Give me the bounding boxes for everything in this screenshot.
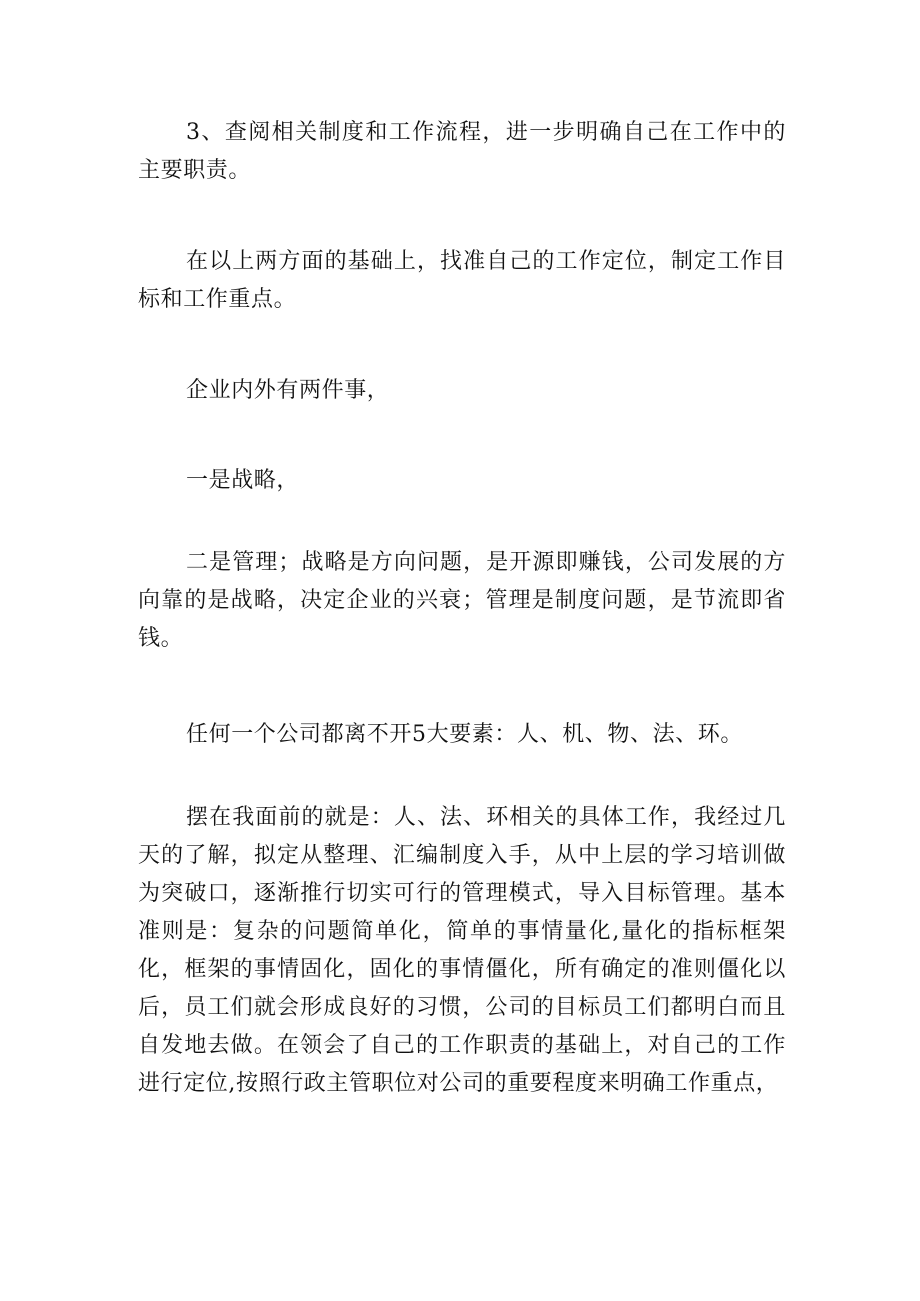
paragraph-five-elements: 任何一个公司都离不开5大要素：人、机、物、法、环。 xyxy=(186,722,743,747)
paragraph-work-positioning: 在以上两方面的基础上，找准自己的工作定位，制定工作目标和工作重点。 xyxy=(138,249,786,312)
paragraph-two-things: 企业内外有两件事， xyxy=(186,378,390,403)
paragraph-review-duties: 3、查阅相关制度和工作流程，进一步明确自己在工作中的主要职责。 xyxy=(138,120,786,183)
paragraph-work-plan: 摆在我面前的就是：人、法、环相关的具体工作，我经过几天的了解，拟定从整理、汇编制度入手，从中上层的学习培训做为突破口，逐渐推行切实可行的管理模式，导入目标管理。基本准则是：复杂的问题简单化，简单的事情量化,量化的指标框架化，框架的事情固化，固化的事情僵化，所有确定的准则僵化以后，员工们就会形成良好的习惯，公司的目标员工们都明白而且自发地去做。在领会了自己的工作职责的基础上，对自己的工作进行定位,按照行政主管职位对公司的重要程度来明确工作重点， xyxy=(138,805,786,1096)
paragraph-management: 二是管理；战略是方向问题，是开源即赚钱，公司发展的方向靠的是战略，决定企业的兴衰；管理是制度问题，是节流即省钱。 xyxy=(138,550,786,651)
paragraph-strategy: 一是战略， xyxy=(186,468,300,493)
